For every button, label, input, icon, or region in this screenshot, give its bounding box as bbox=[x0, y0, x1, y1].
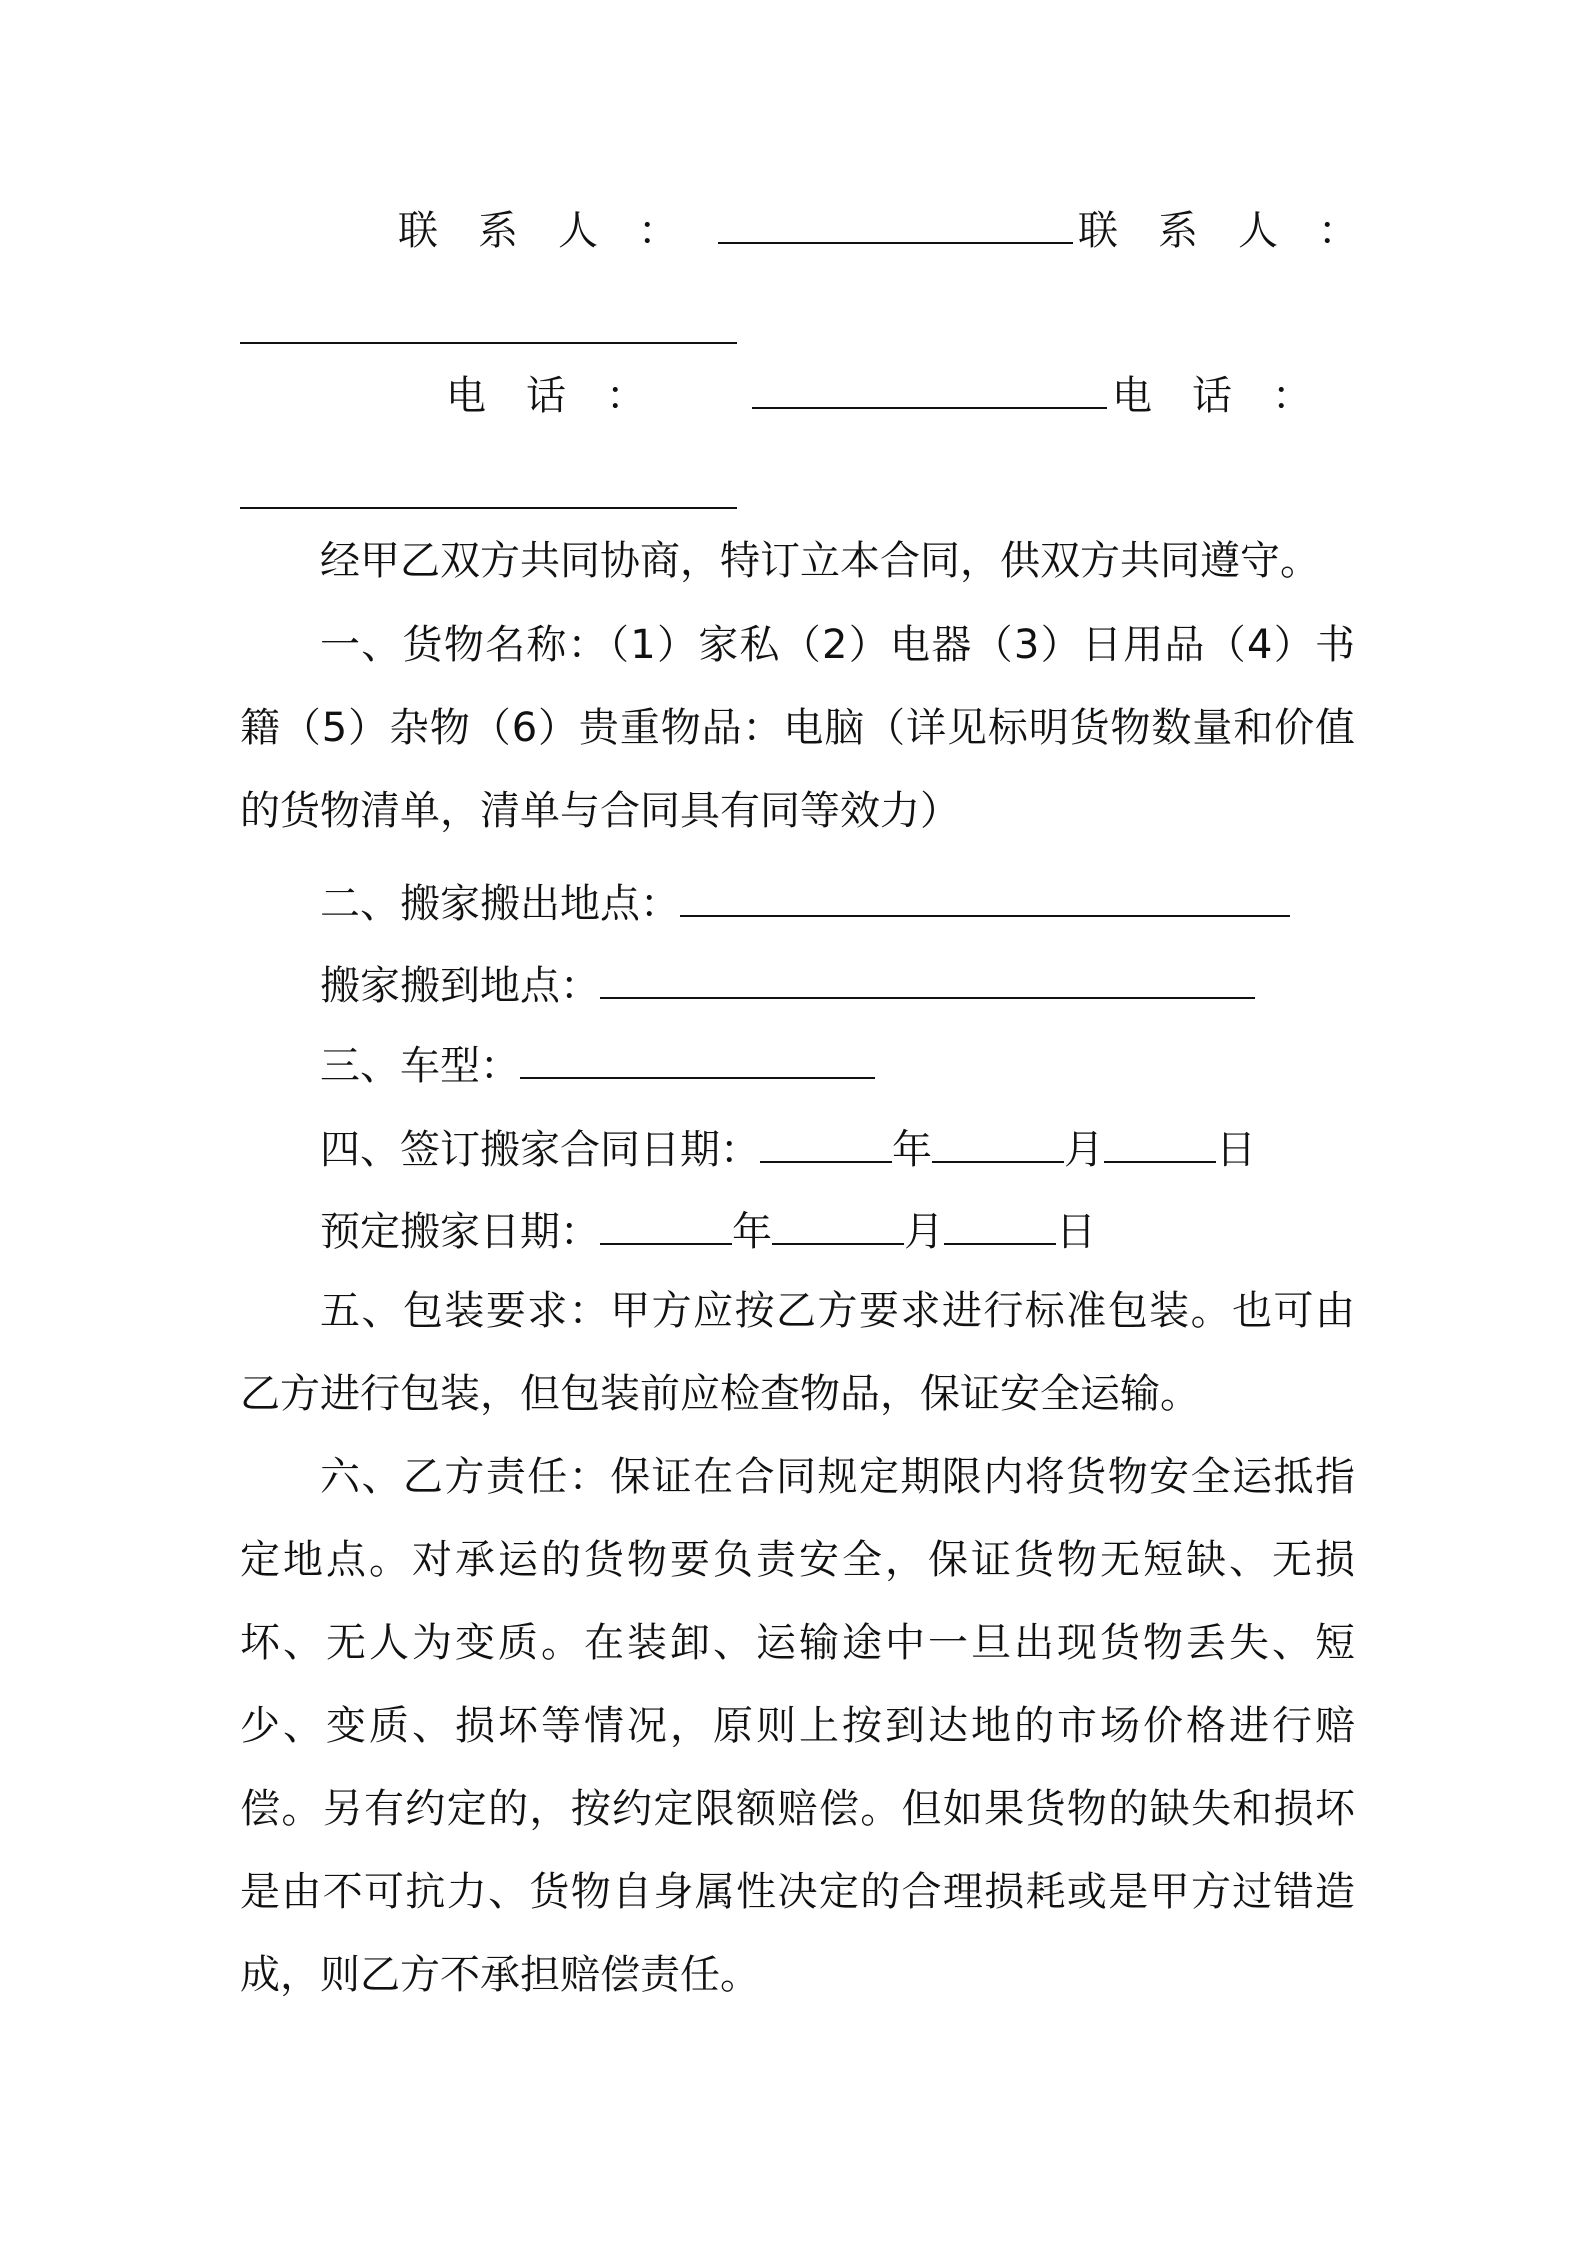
phone-line-right bbox=[1112, 370, 1312, 422]
phone-blank-left bbox=[752, 370, 1107, 422]
phone-blank-right bbox=[240, 470, 737, 522]
blank-field bbox=[520, 1047, 875, 1079]
day-label: 日 bbox=[1056, 1209, 1096, 1255]
to-location-label: 搬家搬到地点： bbox=[320, 963, 600, 1009]
blank-field bbox=[680, 885, 1290, 917]
contact-line-right bbox=[1078, 205, 1358, 257]
move-date-label: 预定搬家日期： bbox=[320, 1209, 600, 1255]
blank-field bbox=[600, 1213, 732, 1245]
blank-field bbox=[760, 1131, 892, 1163]
from-location-label: 二、搬家搬出地点： bbox=[320, 881, 680, 927]
blank-field bbox=[944, 1213, 1056, 1245]
blank-field bbox=[752, 377, 1107, 409]
responsibility-paragraph: 六、乙方责任：保证在合同规定期限内将货物安全运抵指定地点。对承运的货物要负责安全，保证货物无短缺、无损坏、无人为变质。在装卸、运输途中一旦出现货物丢失、短少、变质、损坏等情况，原则上按到达地的市场价格进行赔偿。另有约定的，按约定限额赔偿。但如果货物的缺失和损坏是由不可抗力、货物自身属性决定的合理损耗或是甲方过错造成，则乙方不承担赔偿责任。 bbox=[240, 1454, 1355, 1998]
month-label: 月 bbox=[1064, 1127, 1104, 1173]
phone-label-right: 电 话 ： bbox=[1112, 373, 1312, 419]
vehicle-label: 三、车型： bbox=[320, 1043, 520, 1089]
sign-date-label: 四、签订搬家合同日期： bbox=[320, 1127, 760, 1173]
phone-line-left bbox=[446, 370, 646, 422]
contact-blank-right bbox=[240, 305, 737, 357]
day-label: 日 bbox=[1216, 1127, 1256, 1173]
move-date-line bbox=[320, 1206, 1096, 1258]
from-location-line bbox=[320, 878, 1290, 930]
blank-field bbox=[600, 967, 1255, 999]
contact-blank-left bbox=[718, 205, 1073, 257]
blank-field bbox=[240, 312, 737, 344]
blank-field bbox=[718, 212, 1073, 244]
blank-field bbox=[1104, 1131, 1216, 1163]
sign-date-line bbox=[320, 1124, 1256, 1176]
year-label: 年 bbox=[892, 1127, 932, 1173]
blank-field bbox=[932, 1131, 1064, 1163]
blank-field bbox=[240, 477, 737, 509]
blank-field bbox=[772, 1213, 904, 1245]
vehicle-line bbox=[320, 1040, 875, 1092]
goods-paragraph: 一、货物名称：（1）家私（2）电器（3）日用品（4）书籍（5）杂物（6）贵重物品：电脑（详见标明货物数量和价值的货物清单，清单与合同具有同等效力） bbox=[240, 622, 1355, 834]
contact-label-right: 联 系 人 ： bbox=[1078, 208, 1358, 254]
contact-line-left bbox=[398, 205, 678, 257]
phone-label-left: 电 话 ： bbox=[446, 373, 646, 419]
month-label: 月 bbox=[904, 1209, 944, 1255]
to-location-line bbox=[320, 960, 1255, 1012]
contact-label-left: 联 系 人 ： bbox=[398, 208, 678, 254]
packing-paragraph: 五、包装要求：甲方应按乙方要求进行标准包装。也可由乙方进行包装，但包装前应检查物品，保证安全运输。 bbox=[240, 1288, 1355, 1417]
year-label: 年 bbox=[732, 1209, 772, 1255]
intro-paragraph: 经甲乙双方共同协商，特订立本合同，供双方共同遵守。 bbox=[320, 538, 1320, 584]
